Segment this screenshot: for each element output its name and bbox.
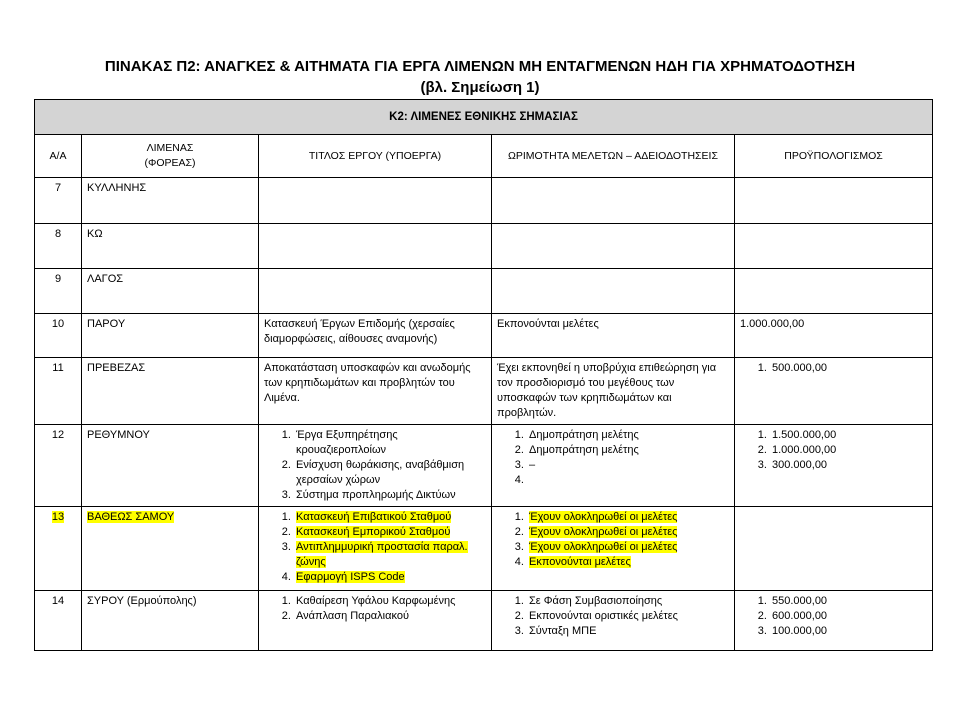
list-item	[527, 473, 729, 488]
table-row	[35, 591, 933, 651]
row-project	[259, 507, 492, 591]
row-port-text: ΣΥΡΟΥ (Ερμούπολης)	[87, 595, 197, 607]
header-maturity: ΩΡΙΜΟΤΗΤΑ ΜΕΛΕΤΩΝ – ΑΔΕΙΟΔΟΤΗΣΕΙΣ	[492, 135, 735, 178]
row-number	[35, 178, 82, 224]
section-title: Κ2: ΛΙΜΕΝΕΣ ΕΘΝΙΚΗΣ ΣΗΜΑΣΙΑΣ	[35, 100, 933, 135]
table-row	[35, 269, 933, 314]
row-maturity-list	[497, 510, 729, 570]
header-port-line2: (ΦΟΡΕΑΣ)	[144, 157, 196, 169]
list-item-text: Δημοπράτηση μελέτης	[529, 444, 639, 456]
row-maturity	[492, 591, 735, 651]
list-item-text: 1.500.000,00	[772, 429, 837, 441]
list-item-text: 1.000.000,00	[772, 444, 837, 456]
list-item	[294, 594, 486, 609]
header-port	[82, 135, 259, 178]
list-item	[294, 570, 486, 585]
table-row	[35, 507, 933, 591]
row-budget-list	[740, 428, 927, 473]
row-number-text: 7	[54, 182, 62, 194]
list-item	[770, 609, 927, 624]
row-budget	[735, 591, 933, 651]
list-item	[527, 609, 729, 624]
row-port	[82, 591, 259, 651]
table-row	[35, 314, 933, 358]
row-port	[82, 507, 259, 591]
list-item	[770, 361, 927, 376]
row-number-text: 11	[52, 362, 64, 374]
list-item-text: Σε Φάση Συμβασιοποίησης	[529, 595, 663, 607]
row-number	[35, 591, 82, 651]
list-item	[294, 428, 486, 458]
list-item	[770, 458, 927, 473]
table-row	[35, 178, 933, 224]
row-project	[259, 314, 492, 358]
row-project	[259, 269, 492, 314]
row-maturity	[492, 507, 735, 591]
row-budget	[735, 358, 933, 425]
row-number	[35, 507, 82, 591]
row-maturity-list	[497, 428, 729, 488]
row-number-text: 14	[51, 595, 65, 607]
row-port-text: ΡΕΘΥΜΝΟΥ	[87, 429, 150, 441]
list-item	[770, 594, 927, 609]
row-port-text: ΚΥΛΛΗΝΗΣ	[87, 182, 147, 194]
row-budget	[735, 224, 933, 269]
row-port	[82, 224, 259, 269]
row-project-list	[264, 510, 486, 585]
row-budget	[735, 178, 933, 224]
list-item	[770, 428, 927, 443]
row-maturity-list	[497, 594, 729, 639]
row-number	[35, 224, 82, 269]
row-project	[259, 358, 492, 425]
row-project-text: Κατασκευή Έργων Επιδομής (χερσαίες διαμορφώσεις, αίθουσες αναμονής)	[264, 318, 455, 345]
list-item	[527, 540, 729, 555]
list-item-text: Εκπονούνται μελέτες	[529, 556, 631, 568]
row-port	[82, 269, 259, 314]
list-item	[294, 609, 486, 624]
row-number	[35, 425, 82, 507]
list-item-text: Έχουν ολοκληρωθεί οι μελέτες	[529, 526, 678, 538]
table-frame	[34, 99, 932, 637]
list-item-text: Κατασκευή Επιβατικού Σταθμού	[296, 511, 452, 523]
table-subtitle: (βλ. Σημείωση 1)	[420, 79, 540, 96]
row-budget	[735, 507, 933, 591]
header-port-line1: ΛΙΜΕΝΑΣ	[146, 142, 194, 154]
list-item	[770, 624, 927, 639]
row-project-list	[264, 594, 486, 624]
row-number-text: 8	[54, 228, 62, 240]
table-row	[35, 425, 933, 507]
row-project-text: Αποκατάσταση υποσκαφών και ανωδομής των κρηπιδωμάτων και προβλητών του Λιμένα.	[264, 362, 471, 404]
list-item-text: Εκπονούνται οριστικές μελέτες	[529, 610, 678, 622]
list-item-text: Αντιπλημμυρική προστασία παραλ. ζώνης	[296, 541, 468, 568]
list-item	[294, 525, 486, 540]
list-item	[527, 458, 729, 473]
row-maturity	[492, 425, 735, 507]
section-row	[35, 100, 933, 135]
row-budget-list	[740, 594, 927, 639]
table-row	[35, 358, 933, 425]
list-item-text: Ενίσχυση θωράκισης, αναβάθμιση χερσαίων χώρων	[296, 459, 465, 486]
row-maturity	[492, 178, 735, 224]
list-item	[527, 443, 729, 458]
list-item-text: 100.000,00	[772, 625, 828, 637]
list-item-text: Έργα Εξυπηρέτησης κρουαζιεροπλοίων	[296, 429, 398, 456]
row-project	[259, 178, 492, 224]
list-item-text: –	[529, 459, 536, 471]
list-item-text: Καθαίρεση Υφάλου Καρφωμένης	[296, 595, 456, 607]
row-project-list	[264, 428, 486, 503]
row-port-text: ΠΑΡΟΥ	[87, 318, 126, 330]
row-port	[82, 425, 259, 507]
row-port-text: ΠΡΕΒΕΖΑΣ	[87, 362, 146, 374]
list-item-text: Ανάπλαση Παραλιακού	[296, 610, 409, 622]
list-item	[527, 428, 729, 443]
list-item-text: Σύστημα προπληρωμής Δικτύων	[296, 489, 456, 501]
list-item-text: Σύνταξη ΜΠΕ	[529, 625, 597, 637]
list-item-text: Κατασκευή Εμπορικού Σταθμού	[296, 526, 451, 538]
row-maturity	[492, 314, 735, 358]
list-item-text: 500.000,00	[772, 362, 828, 374]
row-maturity	[492, 358, 735, 425]
list-item	[527, 510, 729, 525]
row-budget-list	[740, 361, 927, 376]
row-maturity-text: Εκπονούνται μελέτες	[497, 318, 599, 330]
table-row	[35, 224, 933, 269]
list-item-text: 600.000,00	[772, 610, 828, 622]
row-budget-text: 1.000.000,00	[740, 318, 805, 330]
list-item-text: 550.000,00	[772, 595, 828, 607]
row-budget	[735, 314, 933, 358]
header-budget: ΠΡΟΫΠΟΛΟΓΙΣΜΟΣ	[735, 135, 933, 178]
list-item	[294, 510, 486, 525]
row-project	[259, 591, 492, 651]
list-item	[527, 555, 729, 570]
row-number-text: 13	[51, 511, 65, 523]
row-project	[259, 425, 492, 507]
table-title: ΠΙΝΑΚΑΣ Π2: ΑΝΑΓΚΕΣ & ΑΙΤΗΜΑΤΑ ΓΙΑ ΕΡΓΑ ΛΙΜΕΝΩΝ ΜΗ ΕΝΤΑΓΜΕΝΩΝ ΗΔΗ ΓΙΑ ΧΡΗΜΑΤΟΔΟΤΗΣΗ	[104, 58, 856, 75]
row-port	[82, 358, 259, 425]
row-port-text: ΛΑΓΟΣ	[87, 273, 124, 285]
list-item-text: Έχουν ολοκληρωθεί οι μελέτες	[529, 541, 678, 553]
list-item-text: Έχουν ολοκληρωθεί οι μελέτες	[529, 511, 678, 523]
list-item-text: 300.000,00	[772, 459, 828, 471]
list-item	[527, 624, 729, 639]
list-item-text: Εφαρμογή ISPS Code	[296, 571, 405, 583]
row-port	[82, 314, 259, 358]
list-item-text: Δημοπράτηση μελέτης	[529, 429, 639, 441]
row-maturity	[492, 269, 735, 314]
list-item	[527, 594, 729, 609]
list-item	[527, 525, 729, 540]
list-item	[770, 443, 927, 458]
row-maturity	[492, 224, 735, 269]
row-number	[35, 358, 82, 425]
row-number-text: 9	[54, 273, 62, 285]
row-number	[35, 314, 82, 358]
row-project	[259, 224, 492, 269]
row-number-text: 10	[51, 318, 65, 330]
row-number-text: 12	[51, 429, 65, 441]
row-maturity-text: Έχει εκπονηθεί η υποβρύχια επιθεώρηση για τον προσδιορισμό του μεγέθους των υποσκαφών των κρηπιδωμάτων και προβλητών.	[497, 362, 717, 419]
header-aa: Α/Α	[35, 135, 82, 178]
list-item	[294, 458, 486, 488]
row-port	[82, 178, 259, 224]
row-number	[35, 269, 82, 314]
header-row	[35, 135, 933, 178]
row-port-text: ΚΩ	[87, 228, 103, 240]
list-item	[294, 540, 486, 570]
list-item	[294, 488, 486, 503]
header-project: ΤΙΤΛΟΣ ΕΡΓΟΥ (ΥΠΟΕΡΓΑ)	[259, 135, 492, 178]
row-budget	[735, 269, 933, 314]
row-budget	[735, 425, 933, 507]
row-port-text: ΒΑΘΕΩΣ ΣΑΜΟΥ	[87, 511, 175, 523]
ports-table	[34, 99, 933, 651]
